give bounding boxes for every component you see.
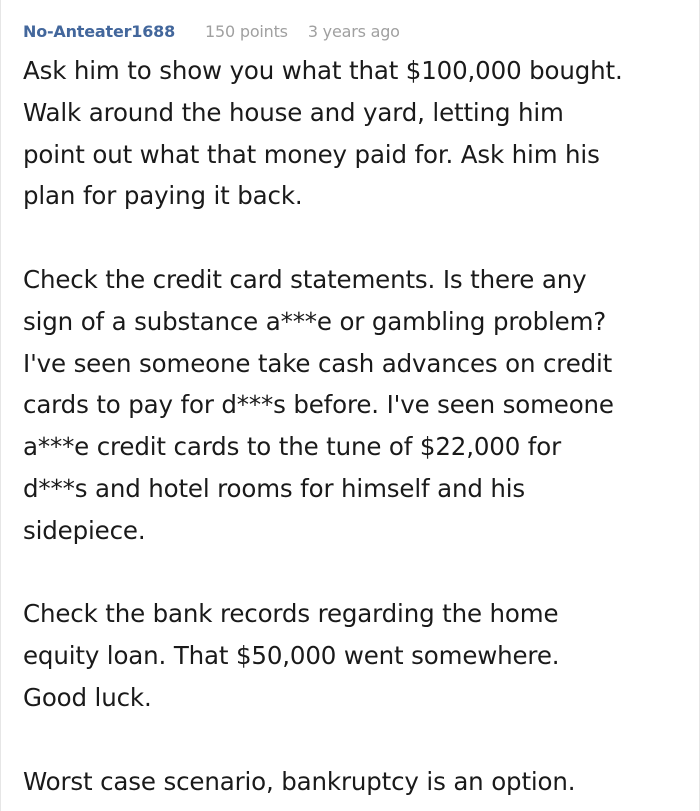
- comment-paragraph: Worst case scenario, bankruptcy is an option.: [23, 766, 576, 796]
- comment-paragraph: Check the credit card statements. Is there any sign of a substance a***e or gambling problem? I've seen someone take cash advances on credit cards to pay for d***s before. I've seen someone a***e credit cards to the tune of $22,000 for d***s and hotel rooms for himself and his sidepiece.: [23, 264, 614, 545]
- comment-paragraph: Check the bank records regarding the home equity loan. That $50,000 went somewhere. Good luck.: [23, 599, 560, 712]
- comment-meta: [23, 19, 400, 43]
- comment-body: [23, 50, 691, 802]
- username-link[interactable]: No-Anteater1688: [23, 21, 176, 41]
- points-count: 150 points: [205, 21, 288, 41]
- comment-paragraph: Ask him to show you what that $100,000 bought. Walk around the house and yard, letting him point out what that money paid for. Ask him his plan for paying it back.: [23, 56, 623, 211]
- timestamp: 3 years ago: [307, 21, 400, 41]
